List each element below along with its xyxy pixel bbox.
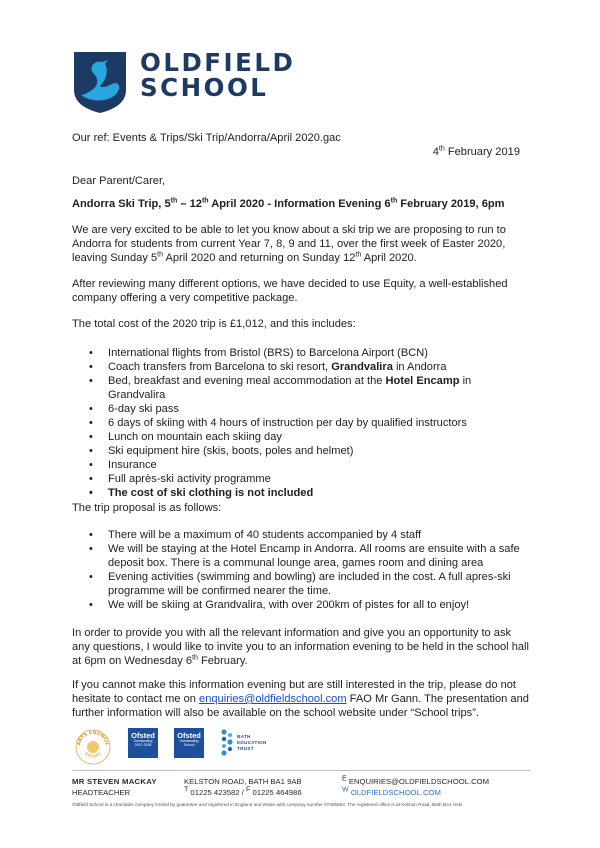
list-item: • 6-day ski pass: [72, 402, 530, 416]
intro-paragraph: We are very excited to be able to let you know about a ski trip we are proposing to run to Andorra for students from current Year 7, 8, 9 and 11, over the first week of Easter 2020, leaving Sunday 5th April 2020 and returning on Sunday 12th April 2020.: [72, 224, 506, 264]
footer-email[interactable]: $^E$ ENQUIRIES@OLDFIELDSCHOOL.COM: [342, 775, 490, 786]
proposal-list: [72, 528, 530, 612]
headteacher-name: MR STEVEN MACKAY: [72, 777, 157, 786]
arts-council-logo: [74, 728, 112, 766]
svg-text:ENGLAND: ENGLAND: [84, 751, 102, 759]
address-block: [184, 776, 302, 798]
ofsted-outstanding-badge-2: Ofsted Outstanding School: [174, 728, 204, 758]
footer-website[interactable]: $^W$ OLDFIELDSCHOOL.COM: [342, 786, 441, 797]
list-item: • There will be a maximum of 40 students accompanied by 4 staff: [72, 528, 530, 542]
legal-notice: Oldfield School is a charitable company limited by guarantee and registered in England and Wales with company number 07495563. The registered office is at Kelston Road, Bath BA1 9AB: [72, 802, 462, 807]
list-item: • Lunch on mountain each skiing day: [72, 430, 530, 444]
letter-subject: Andorra Ski Trip, 5th – 12th April 2020 - Information Evening 6th February 2019, 6pm: [72, 197, 505, 210]
svg-text:ARTS COUNCIL: ARTS COUNCIL: [77, 730, 109, 747]
contact-email-link[interactable]: enquiries@oldfieldschool.com: [199, 693, 347, 705]
includes-list: [72, 346, 530, 500]
letter-date: 4th February 2019: [432, 145, 520, 158]
school-crest-swan-logo: [72, 50, 128, 114]
footer-divider: [72, 770, 530, 771]
contact-block: [342, 776, 489, 798]
headteacher-block: [72, 776, 157, 798]
bath-education-trust-dots-icon: [220, 728, 234, 758]
list-item: • Full après-ski activity programme: [72, 472, 530, 486]
company-paragraph: After reviewing many different options, we have decided to use Equity, a well-established company offering a very competitive package.: [72, 278, 508, 304]
list-item: • Insurance: [72, 458, 530, 472]
list-item: • We will be skiing at Grandvalira, with over 200km of pistes for all to enjoy!: [72, 598, 530, 612]
school-name-line2: SCHOOL: [140, 73, 269, 102]
ofsted-outstanding-badge-1: Ofsted Outstanding 2007-2008: [128, 728, 158, 758]
list-item: • Evening activities (swimming and bowling) are included in the cost. A full apres-ski programme will be confirmed nearer the time.: [72, 570, 530, 598]
bath-education-trust-text: BATH EDUCATION TRUST: [237, 734, 267, 751]
list-item: • Coach transfers from Barcelona to ski resort, Grandvalira in Andorra: [72, 360, 530, 374]
list-item: • Bed, breakfast and evening meal accommodation at the Hotel Encamp in Grandvalira: [72, 374, 530, 402]
salutation: Dear Parent/Carer,: [72, 175, 166, 187]
contact-paragraph: If you cannot make this information evening but are still interested in the trip, please do not hesitate to contact me on enquiries@oldfieldschool.com FAO Mr Gann. The presentation and further information will also be available on the school website under “School trips”.: [72, 679, 529, 719]
cost-intro: The total cost of the 2020 trip is £1,012, and this includes:: [72, 318, 356, 330]
list-item: • The cost of ski clothing is not included: [72, 486, 530, 500]
list-item: • Ski equipment hire (skis, boots, poles and helmet): [72, 444, 530, 458]
phone-fax: $^T$ 01225 423582 / $^F$ 01225 464986: [184, 786, 302, 797]
letter-reference: Our ref: Events & Trips/Ski Trip/Andorra/April 2020.gac: [72, 132, 341, 144]
proposal-intro: The trip proposal is as follows:: [72, 502, 222, 514]
school-name: [140, 50, 295, 100]
list-item: • We will be staying at the Hotel Encamp in Andorra. All rooms are ensuite with a safe deposit box. There is a communal lounge area, games room and dining area: [72, 542, 530, 570]
headteacher-title: HEADTEACHER: [72, 788, 131, 797]
list-item: • International flights from Bristol (BRS) to Barcelona Airport (BCN): [72, 346, 530, 360]
invite-paragraph: In order to provide you with all the relevant information and give you an opportunity to ask any questions, I would like to invite you to an information evening to be held in the school hall at 6pm on Wednesday 6th February.: [72, 627, 529, 667]
list-item: • 6 days of skiing with 4 hours of instruction per day by qualified instructors: [72, 416, 530, 430]
school-address: KELSTON ROAD, BATH BA1 9AB: [184, 777, 302, 786]
school-name-line1: OLDFIELD: [140, 48, 296, 77]
